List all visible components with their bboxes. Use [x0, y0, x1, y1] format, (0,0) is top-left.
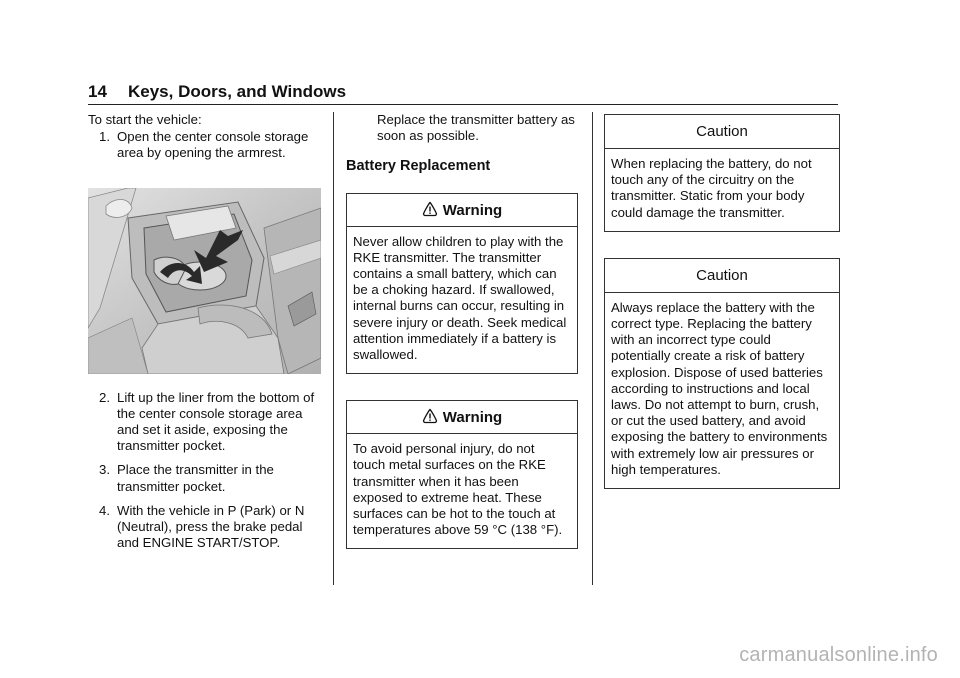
warning-title-text: Warning	[442, 409, 503, 427]
step-text: With the vehicle in P (Park) or N (Neutral), press the brake pedal and ENGINE START/STOP.	[117, 502, 305, 551]
step-3	[88, 462, 322, 494]
caution-title: Caution	[605, 259, 839, 293]
warning-title-text: Warning	[442, 201, 503, 219]
caution-box-2	[604, 258, 840, 489]
step-2	[88, 390, 322, 455]
intro-text: To start the vehicle:	[88, 112, 202, 127]
page-title: Keys, Doors, and Windows	[128, 82, 347, 101]
step-text: Place the transmitter in the transmitter pocket.	[117, 462, 274, 494]
step-text: Open the center console storage area by opening the armrest.	[117, 129, 309, 161]
warning-title	[347, 401, 577, 434]
column-2	[346, 112, 578, 549]
step-number: 4.	[99, 502, 110, 518]
caution-body: When replacing the battery, do not touch any of the circuitry on the transmitter. Static from your body could damage the transmitter.	[611, 156, 812, 220]
column-divider-2	[592, 112, 593, 585]
caution-body: Always replace the battery with the correct type. Replacing the battery with an incorrect type could potentially create a risk of battery explosion. Dispose of used batteries according to instructions and local laws. Do not attempt to burn, crush, or cut the used battery, and avoid exposing the battery to environments with extremely low air pressures or high temperatures.	[611, 299, 828, 477]
step-number: 2.	[99, 389, 110, 405]
warning-triangle-icon	[422, 201, 438, 217]
continued-text: Replace the transmitter battery as soon as possible.	[377, 112, 575, 144]
page-number: 14	[88, 82, 107, 101]
column-1	[88, 112, 322, 559]
column-divider-1	[333, 112, 334, 585]
step-number: 3.	[99, 462, 110, 478]
warning-title	[347, 194, 577, 227]
page-header	[88, 82, 838, 102]
warning-box-1	[346, 193, 578, 375]
section-heading: Battery Replacement	[346, 158, 491, 175]
warning-body: To avoid personal injury, do not touch metal surfaces on the RKE transmitter when it has been exposed to extreme heat. These surfaces can be hot to the touch at temperatures above 59 °C (138 °F).	[353, 441, 563, 538]
warning-body: Never allow children to play with the RKE transmitter. The transmitter contains a small battery, which can be a choking hazard. If swallowed, internal burns can occur, resulting in severe injury or death. Seek medical attention immediately if a battery is swallowed.	[353, 233, 567, 363]
step-1	[88, 129, 322, 161]
console-illustration	[88, 188, 321, 374]
watermark: carmanualsonline.info	[739, 644, 938, 666]
console-storage-figure	[88, 188, 321, 374]
column-3	[604, 114, 840, 489]
step-4	[88, 503, 322, 552]
warning-box-2	[346, 400, 578, 549]
step-text: Lift up the liner from the bottom of the center console storage area and set it aside, exposing the transmitter pocket.	[117, 389, 315, 454]
caution-title: Caution	[605, 115, 839, 149]
caution-box-1	[604, 114, 840, 232]
step-number: 1.	[99, 129, 110, 145]
header-rule	[88, 104, 838, 105]
warning-triangle-icon	[422, 408, 438, 424]
